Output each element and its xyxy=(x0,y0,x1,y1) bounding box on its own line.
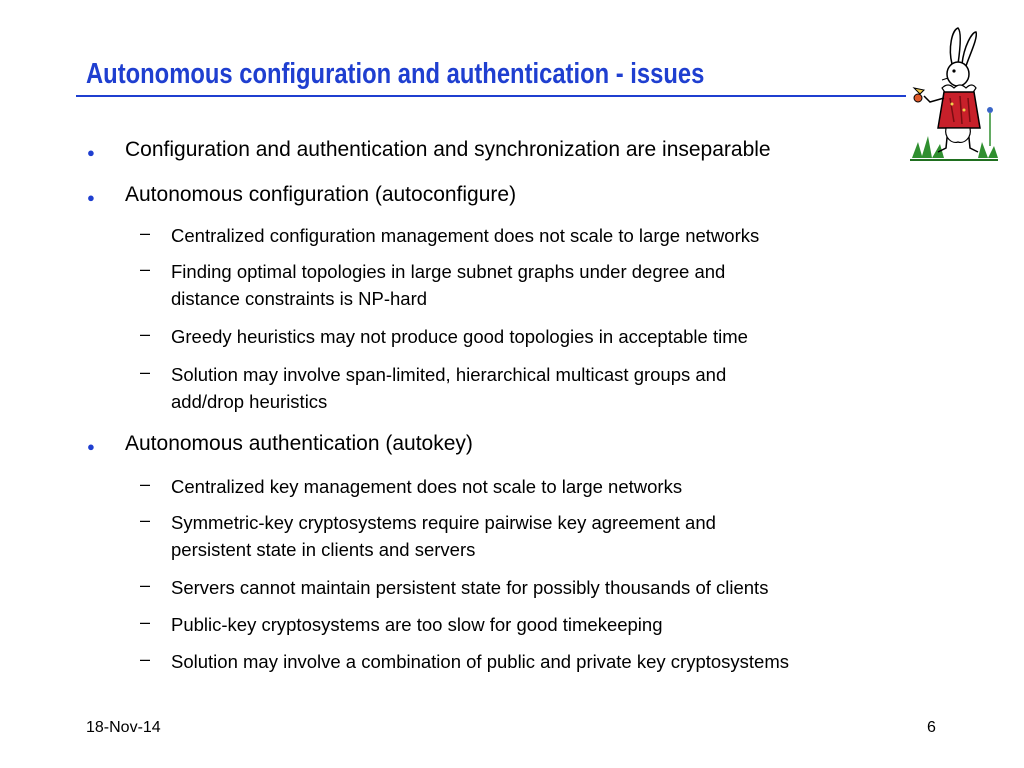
sub-bullet-item-continued: persistent state in clients and servers xyxy=(171,539,476,560)
slide-title: Autonomous configuration and authentication - issues xyxy=(86,58,705,90)
dash-icon: – xyxy=(140,324,151,344)
dash-icon: – xyxy=(140,362,151,382)
sub-bullet-item: Centralized configuration management does not scale to large networks xyxy=(171,225,760,246)
sub-bullet-item: Public-key cryptosystems are too slow for good timekeeping xyxy=(171,614,663,635)
bullet-item: Autonomous configuration (autoconfigure) xyxy=(125,183,517,206)
dash-icon: – xyxy=(140,510,151,530)
sub-bullet-item: Greedy heuristics may not produce good topologies in acceptable time xyxy=(171,326,748,347)
bullet-icon: ● xyxy=(87,190,95,205)
sub-bullet-item: Centralized key management does not scale to large networks xyxy=(171,476,683,497)
sub-bullet-item: Solution may involve a combination of public and private key cryptosystems xyxy=(171,651,789,672)
sub-bullet-item: Symmetric-key cryptosystems require pairwise key agreement and xyxy=(171,512,716,533)
sub-bullet-item: Solution may involve span-limited, hierarchical multicast groups and xyxy=(171,364,727,385)
page-number: 6 xyxy=(927,719,936,736)
dash-icon: – xyxy=(140,575,151,595)
dash-icon: – xyxy=(140,223,151,243)
sub-bullet-item: Finding optimal topologies in large subnet graphs under degree and xyxy=(171,261,726,282)
bullet-item: Autonomous authentication (autokey) xyxy=(125,432,473,455)
dash-icon: – xyxy=(140,259,151,279)
footer-date: 18-Nov-14 xyxy=(86,719,161,736)
sub-bullet-item: Servers cannot maintain persistent state for possibly thousands of clients xyxy=(171,577,769,598)
dash-icon: – xyxy=(140,612,151,632)
sub-bullet-item-continued: distance constraints is NP-hard xyxy=(171,288,428,309)
bullet-icon: ● xyxy=(87,439,95,454)
bullet-item: Configuration and authentication and synchronization are inseparable xyxy=(125,138,771,161)
bullet-icon: ● xyxy=(87,145,95,160)
dash-icon: – xyxy=(140,474,151,494)
sub-bullet-item-continued: add/drop heuristics xyxy=(171,391,328,412)
dash-icon: – xyxy=(140,649,151,669)
